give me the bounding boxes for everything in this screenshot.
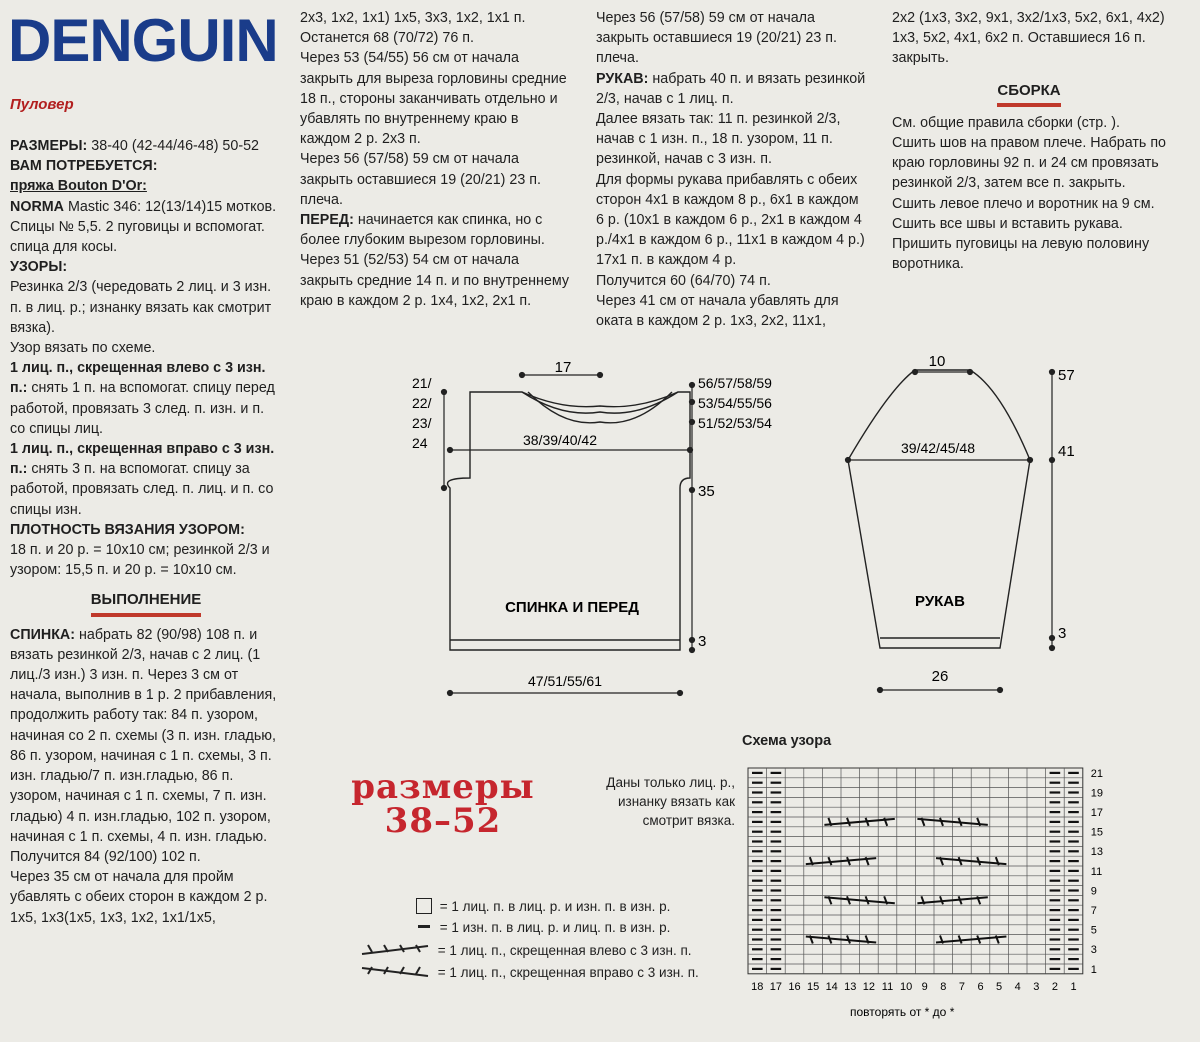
repeat-note: повторять от * до *: [850, 1005, 955, 1019]
yarn-brand: NORMA: [10, 198, 65, 215]
chart-col-label: 3: [1033, 980, 1040, 993]
chart-col-label: 16: [788, 980, 801, 993]
depth-label-4: 24: [412, 435, 428, 451]
chart-col-label: 11: [881, 980, 894, 993]
chart-row-label: 21: [1090, 767, 1104, 780]
height-label-2: 53/54/55/56: [698, 395, 772, 411]
column-3: [596, 8, 868, 331]
sleeve-total-height: 57: [1058, 367, 1075, 384]
cross-left-text: снять 1 п. на вспомогат. спицу перед работой, провязать 3 след. п. изн. и п. со спицы лиц.: [10, 380, 275, 437]
chart-row-label: 17: [1090, 807, 1104, 819]
materials-label: ВАМ ПОТРЕБУЕТСЯ:: [10, 158, 158, 175]
chart-col-label: 18: [751, 980, 764, 993]
chart-col-label: 14: [825, 980, 838, 993]
body-label: СПИНКА И ПЕРЕД: [505, 599, 639, 616]
rib-height-label: 3: [698, 633, 707, 650]
patterns-label: УЗОРЫ:: [10, 259, 68, 276]
column-2: [300, 8, 572, 311]
chart-row-label: 7: [1090, 905, 1097, 917]
sleeve-schematic: [830, 348, 1080, 708]
chart-row-labels: [1091, 768, 1103, 976]
chart-row-label: 1: [1090, 963, 1097, 976]
chart-col-label: 5: [996, 980, 1003, 993]
sleeve-upper-width: 39/42/45/48: [901, 440, 975, 456]
col4-p4: Сшить левое плечо и воротник на 9 см.: [892, 195, 1155, 212]
chart-col-label: 2: [1051, 980, 1058, 993]
chart-col-label: 4: [1014, 980, 1021, 993]
density-text: 18 п. и 20 р. = 10x10 см; резинкой 2/3 и узором: 15,5 п. и 20 р. = 10x10 см.: [10, 542, 270, 579]
chart-col-label: 9: [921, 980, 928, 993]
chart-grid: [748, 768, 1083, 974]
chart-col-labels: [751, 981, 1076, 993]
chart-row-label: 15: [1090, 826, 1104, 839]
chart-row-label: 11: [1090, 865, 1103, 878]
col3-p5: Через 41 см от начала убавлять для оката в каждом 2 р. 1x3, 2x2, 11x1,: [596, 292, 839, 330]
legend-item: [360, 964, 699, 980]
col4-p6: Пришить пуговицы на левую половину воротника.: [892, 236, 1150, 273]
sleeve-rib-height: 3: [1058, 625, 1067, 642]
legend: [360, 898, 760, 998]
chart-col-label: 7: [958, 980, 965, 993]
hem-width-label: 47/51/55/61: [528, 673, 602, 689]
chart-col-label: 6: [977, 980, 984, 993]
cross-right-icon: [360, 964, 430, 980]
chart-row-label: 5: [1090, 924, 1097, 937]
cross-left-icon: [360, 942, 430, 958]
brand-title: DENGUIN: [8, 7, 278, 74]
scheme-note: Узор вязать по схеме.: [10, 340, 156, 357]
height-label-1: 56/57/58/59: [698, 375, 772, 391]
dash-icon: [418, 925, 430, 928]
legend-item: [360, 920, 670, 935]
empty-square-icon: [416, 898, 432, 914]
chart-row-label: 13: [1090, 846, 1104, 859]
execution-heading: ВЫПОЛНЕНИЕ: [91, 590, 202, 616]
col3-p3: Для формы рукава прибавлять с обеих сторон 4x1 в каждом 8 р., 6x1 в каждом 6 р. (10x1 в каждом 6 р., 2x1 в каждом 4 р./4x1 в каждом 6 р., 11x1 в каждом 4 р.) 17x1 п. в каждом 4 р.: [596, 171, 865, 269]
col4-p2: См. общие правила сборки (стр. ).: [892, 114, 1120, 131]
legend-text: = 1 лиц. п. в лиц. р. и изн. п. в изн. р.: [439, 899, 671, 914]
needles-text: Спицы № 5,5. 2 пуговицы и вспомогат. спица для косы.: [10, 218, 265, 256]
chart-col-label: 1: [1070, 980, 1077, 993]
sleeve-cap-start: 41: [1058, 443, 1075, 460]
chart-col-label: 12: [862, 980, 876, 993]
front-label: ПЕРЕД:: [300, 212, 354, 229]
chart-title: Схема узора: [742, 733, 832, 749]
sleeve-cuff-width: 26: [931, 668, 949, 685]
sleeve-top-width: 10: [928, 353, 946, 370]
chart-col-label: 8: [940, 980, 947, 993]
body-schematic: [400, 350, 800, 710]
col3-p4: Получится 60 (64/70) 74 п.: [596, 272, 771, 289]
col2-p3: Через 56 (57/58) 59 см от начала закрыть оставшиеся 19 (20/21) 23 п. плеча.: [300, 151, 541, 208]
rib-description: Резинка 2/3 (чередовать 2 лиц. и 3 изн. п. в лиц. р.; изнанку вязать как смотрит вязка).: [10, 279, 272, 336]
promo-line-1: размеры: [351, 767, 535, 807]
back-text: набрать 82 (90/98) 108 п. и вязать резинкой 2/3, начав с 2 лиц. (1 лиц./3 изн.) 3 изн. п. Через 3 см от начала, выполнив в 1 р. 2 прибавления, продолжить работу так: 84 п. узором, начиная со 2 п. схемы (3 п. изн. гладью, 86 п. узором, начиная с 1 п. схемы, 3 п. изн. гладью/7 п. изн.гладью, 86 п. узором, начиная с 1 п. схемы, 7 п. изн. гладью) 4 п. изн.гладью, 102 п. узором, начиная с 1 п. схемы, 4 п. изн. гладью.: [10, 626, 277, 845]
promo-line-2: 38–52: [384, 801, 502, 841]
height-label-3: 51/52/53/54: [698, 415, 772, 431]
yarn-amount: Mastic 346: 12(13/14)15 мотков.: [68, 198, 277, 215]
column-1: [10, 136, 282, 928]
legend-text: = 1 лиц. п., скрещенная влево с 3 изн. п.: [437, 943, 692, 958]
col4-p1: 2x2 (1x3, 3x2, 9x1, 3x2/1x3, 5x2, 6x1, 4x2) 1x3, 5x2, 4x1, 6x2 п. Оставшиеся 16 п. закрыть.: [892, 10, 1165, 67]
col4-p5: Сшить все швы и вставить рукава.: [892, 215, 1123, 232]
promo-sizes: [318, 767, 568, 841]
sleeve-text: набрать 40 п. и вязать резинкой 2/3, начав с 1 лиц. п.: [596, 70, 866, 107]
chart-col-label: 10: [899, 980, 913, 993]
chart-row-label: 3: [1090, 944, 1097, 957]
chart-note: Даны только лиц. р., изнанку вязать как смотрит вязка.: [606, 775, 735, 828]
chart-row-label: 9: [1090, 885, 1097, 898]
col3-p2: Далее вязать так: 11 п. резинкой 2/3, начав с 1 изн. п., 18 п. узором, 11 п. резинкой, начав с 3 изн. п.: [596, 111, 841, 168]
armhole-width-label: 38/39/40/42: [523, 432, 597, 448]
legend-item: [360, 898, 670, 914]
col4-p3: Сшить шов на правом плече. Набрать по краю горловины 92 п. и 24 см провязать резинкой 2/3, затем все п. закрыть.: [892, 135, 1167, 192]
stitch-chart: [740, 760, 1120, 1025]
neck-width-label: 17: [554, 359, 572, 376]
cross-left-label: 1 лиц. п., скрещенная влево с 3 изн. п.:: [10, 360, 266, 397]
cross-right-text: снять 3 п. на вспомогат. спицу за работой, провязать след. п. лиц. и п. со спицы изн.: [10, 461, 274, 518]
column-4: [892, 8, 1166, 274]
cross-right-label: 1 лиц. п., скрещенная вправо с 3 изн. п.:: [10, 441, 275, 478]
sleeve-label: РУКАВ: [915, 593, 965, 610]
chart-row-label: 19: [1090, 787, 1104, 800]
col2-p1: 2x3, 1x2, 1x1) 1x5, 3x3, 1x2, 1x1 п. Останется 68 (70/72) 76 п.: [300, 10, 526, 47]
density-label: ПЛОТНОСТЬ ВЯЗАНИЯ УЗОРОМ:: [10, 521, 245, 538]
sleeve-label: РУКАВ:: [596, 70, 649, 87]
back-result: Получится 84 (92/100) 102 п.: [10, 848, 201, 865]
armhole-height-label: 35: [698, 483, 715, 500]
depth-label-3: 23/: [412, 415, 432, 431]
depth-label-2: 22/: [412, 395, 432, 411]
col2-p4: Через 51 (52/53) 54 см от начала закрыть средние 14 п. и по внутреннему краю в каждом 2 р. 1x4, 1x2, 2x1 п.: [300, 252, 569, 309]
yarn-line: пряжа Bouton D'Or:: [10, 178, 147, 195]
chart-col-label: 17: [769, 980, 783, 993]
legend-text: = 1 лиц. п., скрещенная вправо с 3 изн. п.: [437, 965, 699, 980]
legend-text: = 1 изн. п. в лиц. р. и лиц. п. в изн. р.: [439, 920, 671, 935]
sizes-value: 38-40 (42-44/46-48) 50-52: [91, 138, 259, 154]
col3-p1: Через 56 (57/58) 59 см от начала закрыть оставшиеся 19 (20/21) 23 п. плеча.: [596, 10, 837, 67]
legend-item: [360, 942, 692, 958]
col2-p2: Через 53 (54/55) 56 см от начала закрыть для выреза горловины средние 18 п., стороны заканчивать отдельно и убавлять по внутреннему краю в каждом 2 р. 2x3 п.: [300, 50, 567, 148]
sizes-label: РАЗМЕРЫ:: [10, 138, 88, 154]
assembly-heading: СБОРКА: [997, 81, 1060, 107]
back-label: СПИНКА:: [10, 626, 76, 643]
chart-col-label: 15: [806, 980, 820, 993]
garment-type: Пуловер: [10, 96, 74, 113]
back-armhole: Через 35 см от начала для пройм убавлять с обеих сторон в каждом 2 р. 1x5, 1x3(1x5, 1x3, 1x2, 1x1/1x5,: [10, 869, 268, 926]
depth-label-1: 21/: [412, 375, 432, 391]
chart-col-label: 13: [844, 980, 857, 993]
front-text: начинается как спинка, но с более глубоким вырезом горловины.: [300, 212, 545, 249]
